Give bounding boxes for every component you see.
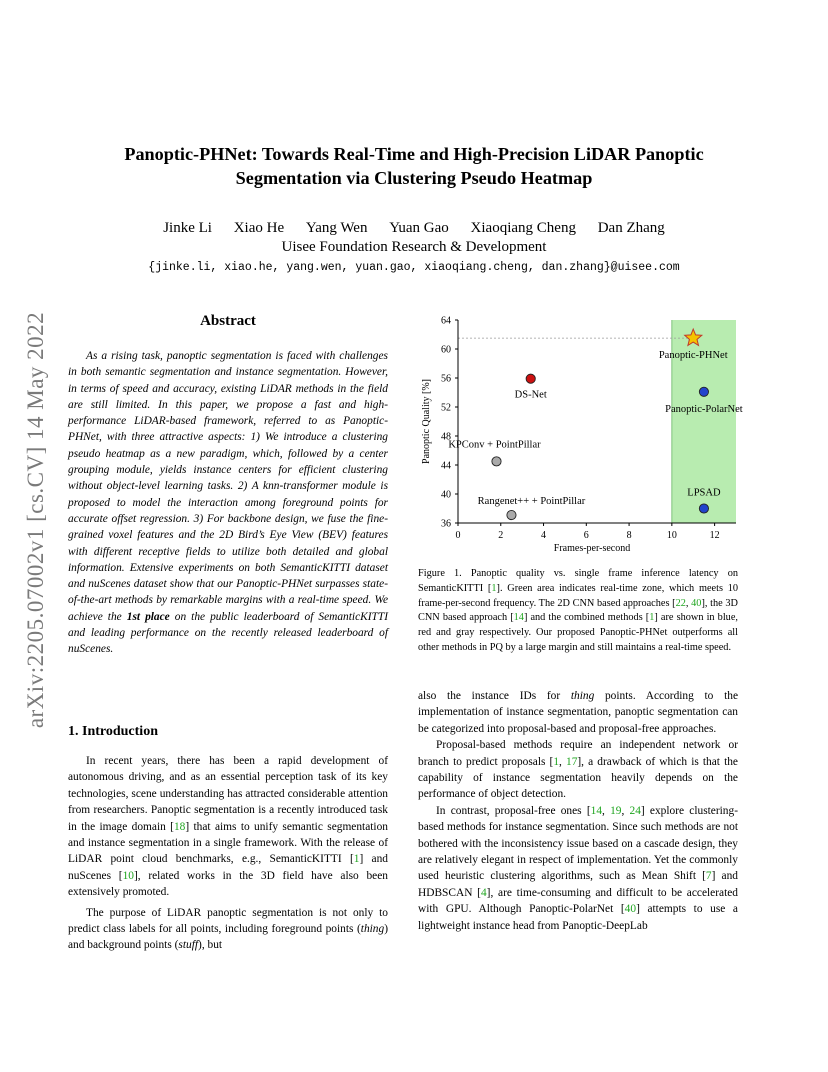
- text: In contrast, proposal-free ones [: [436, 804, 591, 817]
- data-point: [526, 374, 535, 383]
- text: ], related works in the 3D field have also been extensively promoted.: [68, 869, 388, 899]
- author: Xiaoqiang Cheng: [470, 220, 576, 236]
- x-tick-label: 6: [583, 530, 589, 541]
- citation-link[interactable]: 10: [122, 869, 134, 882]
- paragraph: [68, 905, 388, 954]
- text: ] are shown in blue, red and gray respectively. Our proposed Panoptic-PHNet outperforms all other methods in PQ by a large margin and still maintains a real-time speed.: [418, 612, 738, 653]
- intro-right-column: [418, 688, 738, 934]
- point-label: DS-Net: [514, 389, 547, 401]
- author: Xiao He: [233, 220, 285, 236]
- paragraph: [418, 737, 738, 803]
- author-emails: {jinke.li, xiao.he, yang.wen, yuan.gao, xiaoqiang.cheng, dan.zhang}@uisee.com: [148, 261, 680, 274]
- abstract-heading: Abstract: [200, 313, 256, 329]
- term: thing: [570, 690, 595, 702]
- citation-link[interactable]: 40: [624, 903, 637, 916]
- text: points. According to the implementation of instance segmentation, panoptic segmentation can be categorized into proposal-based and proposal-free approaches.: [418, 690, 738, 735]
- paragraph: [68, 753, 388, 901]
- data-point: [699, 387, 708, 396]
- text: ], are time-consuming and difficult to be accelerated with GPU. Although Panoptic-PolarNet [: [418, 886, 738, 916]
- citation-link[interactable]: 18: [173, 820, 186, 833]
- point-label: KPConv + PointPillar: [448, 439, 541, 451]
- text: also the instance IDs for: [418, 690, 571, 702]
- term: stuff: [178, 939, 199, 952]
- y-tick-label: 36: [441, 518, 451, 530]
- citation-link[interactable]: 22: [675, 597, 686, 609]
- text: ) and background points (: [68, 923, 388, 952]
- citation-link[interactable]: 19: [610, 804, 622, 817]
- text: ], a drawback of which is that the capability of instance segmentation heavily depends on the performance of object detection.: [418, 755, 738, 801]
- point-label: Panoptic-PolarNet: [665, 403, 743, 415]
- point-label: Panoptic-PHNet: [658, 350, 728, 362]
- y-tick-label: 56: [441, 373, 451, 385]
- citation-link[interactable]: 40: [691, 597, 702, 609]
- x-tick-label: 12: [709, 530, 720, 541]
- y-tick-label: 44: [441, 460, 451, 472]
- text: The purpose of LiDAR panoptic segmentation is not only to predict class labels for all points, including foreground points (: [68, 906, 388, 936]
- affiliation: Uisee Foundation Research & Development: [281, 239, 547, 255]
- citation-link[interactable]: 14: [513, 612, 524, 624]
- x-axis-label: Frames-per-second: [553, 543, 631, 554]
- point-label: Rangenet++ + PointPillar: [477, 496, 586, 508]
- paper-title: [80, 142, 748, 190]
- figure-1-caption: [418, 567, 738, 656]
- y-axis-label: Panoptic Quality [%]: [421, 379, 432, 464]
- citation-link[interactable]: 1: [649, 612, 655, 624]
- citation-link[interactable]: 14: [590, 804, 603, 817]
- data-point: [699, 504, 708, 513]
- y-tick-label: 64: [441, 315, 451, 327]
- point-label: LPSAD: [687, 487, 721, 499]
- title-line-2: Segmentation via Clustering Pseudo Heatmap: [235, 168, 593, 188]
- paragraph: [418, 688, 738, 737]
- citation-link[interactable]: 7: [705, 870, 712, 883]
- text: ]. Green area indicates real-time zone, which meets 10 frame-per-second frequency. The 2D CNN based approaches [: [418, 582, 739, 609]
- text: ], the 3D CNN based approach [: [418, 597, 738, 624]
- x-tick-label: 10: [666, 530, 677, 541]
- text: ,: [621, 804, 630, 817]
- title-line-1: Panoptic-PHNet: Towards Real-Time and High-Precision LiDAR Panoptic: [124, 144, 704, 164]
- abstract-highlight: 1st place: [126, 610, 170, 623]
- citation-link[interactable]: 4: [480, 886, 487, 899]
- figure-1-chart: [416, 310, 746, 562]
- text: ,: [559, 755, 566, 768]
- paragraph: [418, 803, 738, 934]
- abstract-body: [68, 348, 388, 658]
- x-tick-label: 4: [541, 530, 547, 541]
- y-tick-label: 48: [441, 431, 451, 443]
- author-list: [80, 219, 748, 238]
- text: ), but: [198, 939, 223, 952]
- text: In recent years, there has been a rapid development of autonomous driving, and as an essential perception task of its key technologies, scene understanding has attracted considerable attention from researchers. Panoptic segmentation is a recently introduced task in the image domain [: [68, 755, 388, 833]
- author: Yuan Gao: [389, 220, 449, 236]
- text: ] explore clustering-based methods for instance segmentation. Since such methods are not bothered with the inconsistency issue based on a cascade design, they are relatively elegant in respect of implementation. Yet the commonly used heuristic clustering algorithms, such as Mean Shift [: [418, 804, 738, 883]
- y-tick-label: 40: [441, 489, 451, 501]
- abstract-text: on the public leaderboard of SemanticKITTI and leading performance on the recently released leaderboard of nuScenes.: [68, 610, 388, 656]
- text: ] and HDBSCAN [: [418, 870, 738, 899]
- text: ] and nuScenes [: [68, 853, 388, 882]
- y-tick-label: 60: [441, 344, 451, 356]
- author: Yang Wen: [305, 220, 368, 236]
- citation-link[interactable]: 1: [353, 853, 360, 866]
- text: ] and the combined methods [: [523, 612, 650, 624]
- text: ,: [602, 804, 611, 817]
- x-tick-label: 2: [498, 530, 504, 541]
- text: ,: [685, 597, 692, 609]
- intro-left-column: [68, 753, 388, 954]
- citation-link[interactable]: 1: [491, 582, 497, 594]
- x-tick-label: 8: [626, 530, 632, 541]
- y-tick-label: 52: [441, 402, 451, 414]
- abstract-text: As a rising task, panoptic segmentation is faced with challenges in both semantic segmentation and instance segmentation. However, in terms of speed and accuracy, existing LiDAR methods in the field are still limited. In this paper, we propose a fast and high-performance LiDAR-based framework, referred to as Panoptic-PHNet, with three attractive aspects: 1) We introduce a clustering pseudo heatmap as a new paradigm, which, followed by a center grouping module, yields instance centers for efficient clustering without object-level learning tasks. 2) A knn-transformer module is proposed to model the interaction among foreground points for accurate offset regression. 3) For backbone design, we fuse the fine-grained voxel features and the 2D Bird’s Eye View (BEV) features with different receptive fields to utilize both detailed and global information. Extensive experiments on both SemanticKITTI dataset and nuScenes dataset show that our Panoptic-PHNet surpasses state-of-the-art methods by remarkable margins with a real-time speed. We achieve the: [68, 350, 388, 623]
- text: ] that aims to unify semantic segmentation and instance segmentation in a single framework. With the release of LiDAR point cloud benchmarks, e.g., SemanticKITTI [: [68, 820, 388, 866]
- citation-link[interactable]: 1: [553, 755, 560, 768]
- author: Jinke Li: [163, 220, 212, 236]
- author: Dan Zhang: [597, 220, 665, 236]
- term: thing: [360, 923, 385, 936]
- data-point: [492, 457, 501, 466]
- arxiv-stamp-text: arXiv:2205.07002v1 [cs.CV] 14 May 2022: [23, 311, 48, 729]
- text: Figure 1. Panoptic quality vs. single frame inference latency on SemanticKITTI [: [418, 568, 738, 594]
- citation-link[interactable]: 17: [566, 755, 578, 768]
- citation-link[interactable]: 24: [629, 804, 641, 817]
- x-tick-label: 0: [455, 530, 461, 541]
- data-point: [507, 510, 516, 519]
- text: ] attempts to use a lightweight instance head from Panoptic-DeepLab: [418, 903, 738, 932]
- scatter-plot: [416, 310, 746, 562]
- section-heading-introduction: 1. Introduction: [68, 724, 158, 739]
- text: Proposal-based methods require an independent network or branch to predict proposals [: [418, 739, 738, 768]
